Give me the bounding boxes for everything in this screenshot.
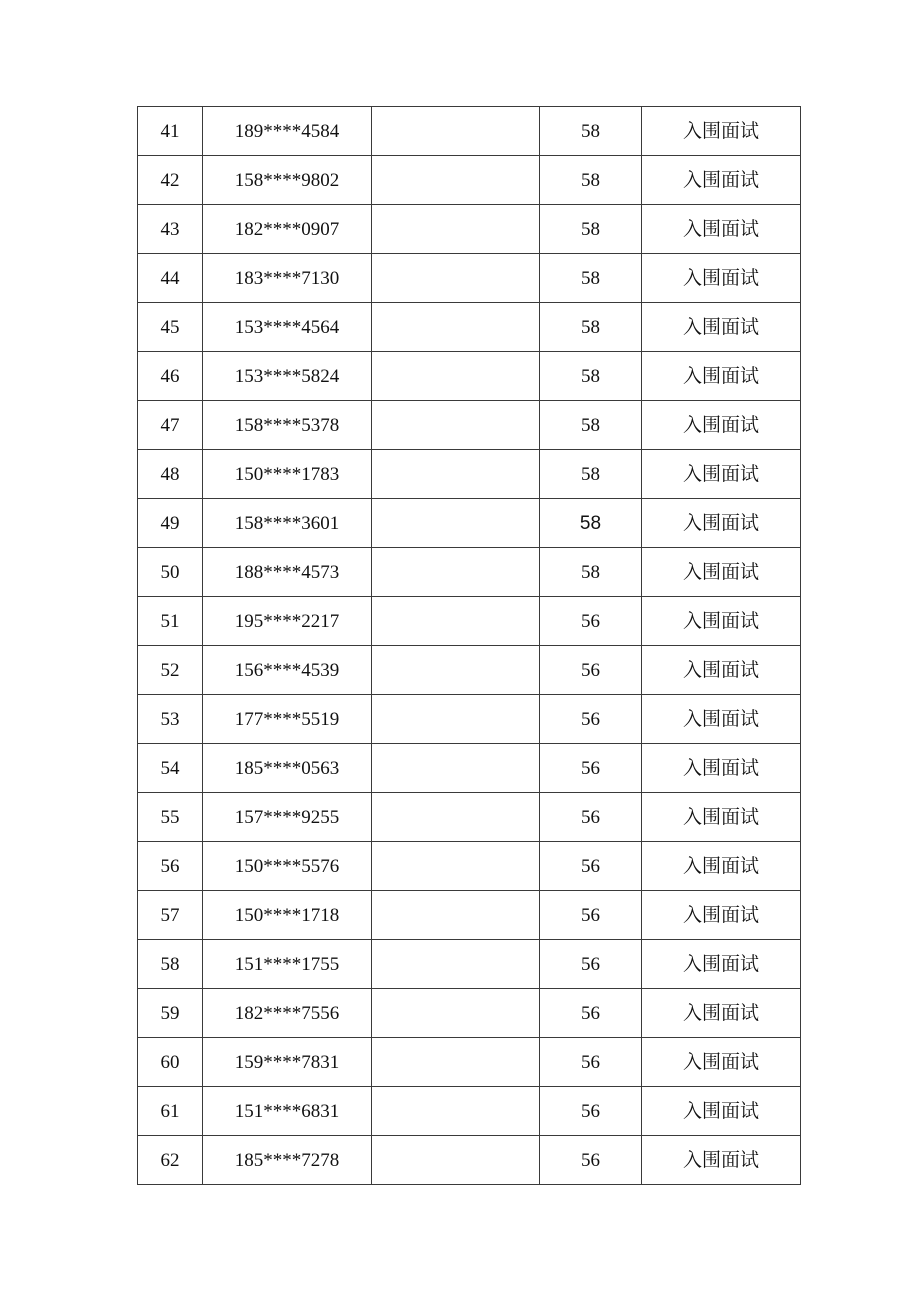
cell-number: 41	[138, 107, 203, 156]
cell-empty	[372, 793, 540, 842]
cell-status: 入围面试	[642, 646, 801, 695]
cell-score: 56	[540, 891, 642, 940]
cell-phone: 153****4564	[203, 303, 372, 352]
cell-phone: 150****5576	[203, 842, 372, 891]
cell-number: 52	[138, 646, 203, 695]
cell-number: 55	[138, 793, 203, 842]
cell-empty	[372, 695, 540, 744]
cell-empty	[372, 1087, 540, 1136]
cell-score: 56	[540, 695, 642, 744]
cell-score: 58	[540, 107, 642, 156]
cell-phone: 177****5519	[203, 695, 372, 744]
cell-status: 入围面试	[642, 352, 801, 401]
cell-empty	[372, 1038, 540, 1087]
cell-number: 42	[138, 156, 203, 205]
cell-empty	[372, 940, 540, 989]
table-row	[138, 1087, 801, 1136]
cell-empty	[372, 254, 540, 303]
cell-status: 入围面试	[642, 1038, 801, 1087]
cell-score: 58	[540, 548, 642, 597]
cell-status: 入围面试	[642, 156, 801, 205]
cell-phone: 182****7556	[203, 989, 372, 1038]
cell-status: 入围面试	[642, 548, 801, 597]
cell-number: 62	[138, 1136, 203, 1185]
cell-empty	[372, 450, 540, 499]
table-row	[138, 499, 801, 548]
cell-status: 入围面试	[642, 254, 801, 303]
cell-number: 46	[138, 352, 203, 401]
cell-number: 59	[138, 989, 203, 1038]
cell-score: 56	[540, 842, 642, 891]
cell-number: 54	[138, 744, 203, 793]
cell-score: 56	[540, 793, 642, 842]
cell-status: 入围面试	[642, 695, 801, 744]
table-row	[138, 548, 801, 597]
cell-number: 48	[138, 450, 203, 499]
cell-phone: 156****4539	[203, 646, 372, 695]
table-row	[138, 1136, 801, 1185]
cell-number: 61	[138, 1087, 203, 1136]
cell-phone: 150****1783	[203, 450, 372, 499]
cell-phone: 189****4584	[203, 107, 372, 156]
cell-phone: 151****1755	[203, 940, 372, 989]
cell-score: 56	[540, 1136, 642, 1185]
cell-status: 入围面试	[642, 842, 801, 891]
cell-status: 入围面试	[642, 450, 801, 499]
cell-status: 入围面试	[642, 989, 801, 1038]
cell-number: 57	[138, 891, 203, 940]
cell-phone: 185****7278	[203, 1136, 372, 1185]
cell-empty	[372, 499, 540, 548]
cell-phone: 157****9255	[203, 793, 372, 842]
table-row	[138, 695, 801, 744]
cell-phone: 158****5378	[203, 401, 372, 450]
cell-empty	[372, 744, 540, 793]
table-row	[138, 254, 801, 303]
cell-number: 50	[138, 548, 203, 597]
table-row	[138, 989, 801, 1038]
cell-status: 入围面试	[642, 940, 801, 989]
cell-empty	[372, 156, 540, 205]
cell-score: 56	[540, 646, 642, 695]
table-row	[138, 793, 801, 842]
cell-number: 53	[138, 695, 203, 744]
cell-empty	[372, 107, 540, 156]
cell-status: 入围面试	[642, 891, 801, 940]
cell-phone: 182****0907	[203, 205, 372, 254]
cell-score: 56	[540, 1038, 642, 1087]
cell-phone: 159****7831	[203, 1038, 372, 1087]
cell-status: 入围面试	[642, 1136, 801, 1185]
cell-score: 58	[540, 156, 642, 205]
table-row	[138, 940, 801, 989]
cell-empty	[372, 989, 540, 1038]
table-row	[138, 107, 801, 156]
cell-status: 入围面试	[642, 1087, 801, 1136]
cell-phone: 188****4573	[203, 548, 372, 597]
cell-empty	[372, 303, 540, 352]
cell-phone: 150****1718	[203, 891, 372, 940]
cell-status: 入围面试	[642, 303, 801, 352]
cell-score: 58	[540, 205, 642, 254]
cell-status: 入围面试	[642, 597, 801, 646]
cell-empty	[372, 205, 540, 254]
cell-phone: 151****6831	[203, 1087, 372, 1136]
cell-number: 56	[138, 842, 203, 891]
cell-number: 51	[138, 597, 203, 646]
cell-score: 58	[540, 254, 642, 303]
cell-empty	[372, 352, 540, 401]
table-row	[138, 842, 801, 891]
cell-phone: 185****0563	[203, 744, 372, 793]
cell-score: 56	[540, 597, 642, 646]
cell-empty	[372, 1136, 540, 1185]
table-row	[138, 450, 801, 499]
cell-number: 49	[138, 499, 203, 548]
cell-score: 58	[540, 450, 642, 499]
cell-number: 44	[138, 254, 203, 303]
cell-status: 入围面试	[642, 499, 801, 548]
cell-number: 45	[138, 303, 203, 352]
table-row	[138, 891, 801, 940]
cell-score: 56	[540, 940, 642, 989]
cell-phone: 158****9802	[203, 156, 372, 205]
cell-score: 58	[540, 303, 642, 352]
cell-phone: 195****2217	[203, 597, 372, 646]
cell-status: 入围面试	[642, 401, 801, 450]
cell-status: 入围面试	[642, 744, 801, 793]
cell-empty	[372, 548, 540, 597]
cell-empty	[372, 597, 540, 646]
cell-empty	[372, 891, 540, 940]
cell-score: 58	[540, 499, 642, 548]
table-row	[138, 156, 801, 205]
cell-number: 60	[138, 1038, 203, 1087]
cell-status: 入围面试	[642, 205, 801, 254]
cell-score: 56	[540, 744, 642, 793]
cell-score: 58	[540, 401, 642, 450]
table-row	[138, 303, 801, 352]
table-row	[138, 205, 801, 254]
table-row	[138, 401, 801, 450]
cell-status: 入围面试	[642, 107, 801, 156]
cell-empty	[372, 842, 540, 891]
table-row	[138, 744, 801, 793]
cell-score: 58	[540, 352, 642, 401]
cell-empty	[372, 646, 540, 695]
cell-phone: 183****7130	[203, 254, 372, 303]
table-row	[138, 352, 801, 401]
cell-empty	[372, 401, 540, 450]
results-table-body	[138, 107, 801, 1185]
table-row	[138, 597, 801, 646]
cell-number: 47	[138, 401, 203, 450]
results-table	[137, 106, 801, 1185]
cell-status: 入围面试	[642, 793, 801, 842]
cell-number: 43	[138, 205, 203, 254]
cell-score: 56	[540, 989, 642, 1038]
cell-number: 58	[138, 940, 203, 989]
cell-phone: 153****5824	[203, 352, 372, 401]
cell-score: 56	[540, 1087, 642, 1136]
table-row	[138, 646, 801, 695]
cell-phone: 158****3601	[203, 499, 372, 548]
table-row	[138, 1038, 801, 1087]
